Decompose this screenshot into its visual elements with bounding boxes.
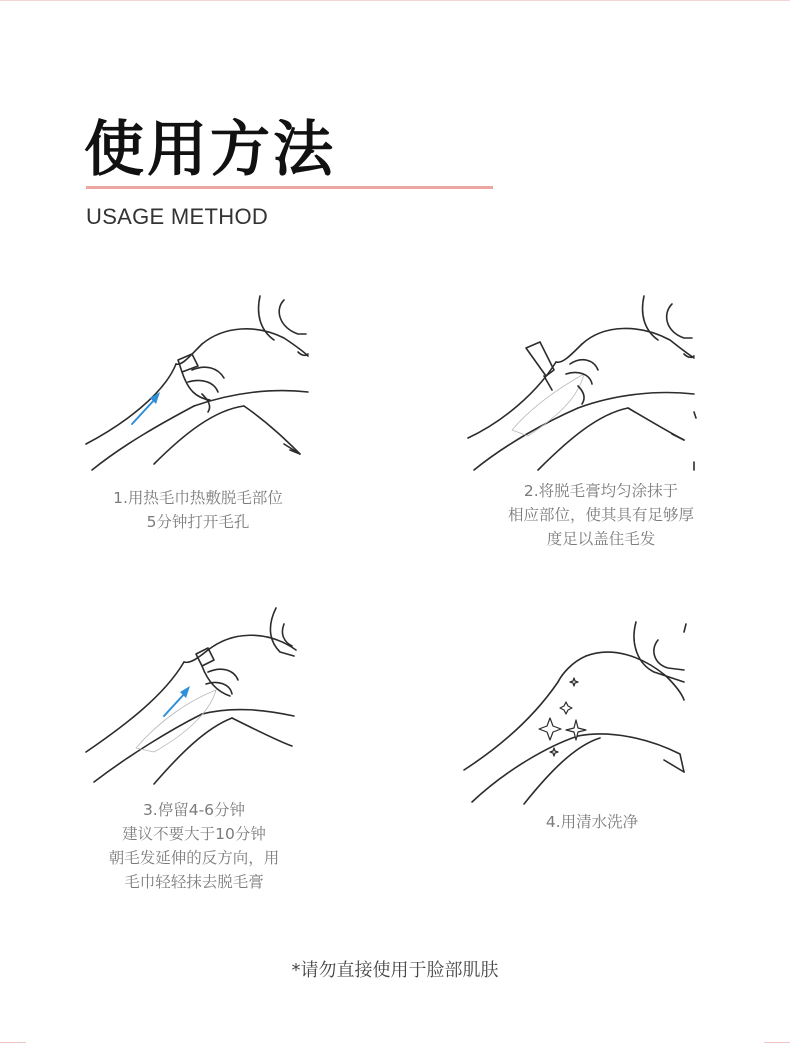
step-3-line-2: 建议不要大于10分钟 xyxy=(122,825,266,843)
step-2-line-2: 相应部位，使其具有足够厚 xyxy=(507,506,694,524)
step-1-caption xyxy=(86,486,310,534)
step-3-caption xyxy=(84,798,304,894)
page-title: 使用方法 xyxy=(84,115,336,185)
step-3-line-4: 毛巾轻轻抹去脱毛膏 xyxy=(124,873,264,891)
step-1-line-1: 1.用热毛巾热敷脱毛部位 xyxy=(113,489,283,507)
step-2-caption xyxy=(476,479,726,551)
title-underline xyxy=(86,186,493,189)
step-1-illustration xyxy=(84,294,310,474)
step-3-line-3: 朝毛发延伸的反方向，用 xyxy=(108,849,280,867)
step-1-line-2: 5分钟打开毛孔 xyxy=(146,513,250,531)
step-2-line-3: 度足以盖住毛发 xyxy=(546,530,656,548)
step-2-illustration xyxy=(466,294,698,474)
step-4-caption xyxy=(492,810,692,834)
top-divider xyxy=(0,0,790,1)
step-2-line-1: 2.将脱毛膏均匀涂抹于 xyxy=(523,482,679,500)
page-subtitle: USAGE METHOD xyxy=(86,204,269,229)
bottom-edge-mark-left xyxy=(0,1042,26,1043)
footnote-warning: *请勿直接使用于脸部肌肤 xyxy=(291,960,499,981)
step-4-line-1: 4.用清水洗净 xyxy=(545,813,639,831)
step-3-illustration xyxy=(84,606,298,788)
step-3-line-1: 3.停留4-6分钟 xyxy=(142,801,246,819)
step-4-illustration xyxy=(462,620,690,806)
bottom-edge-mark-right xyxy=(764,1042,790,1043)
